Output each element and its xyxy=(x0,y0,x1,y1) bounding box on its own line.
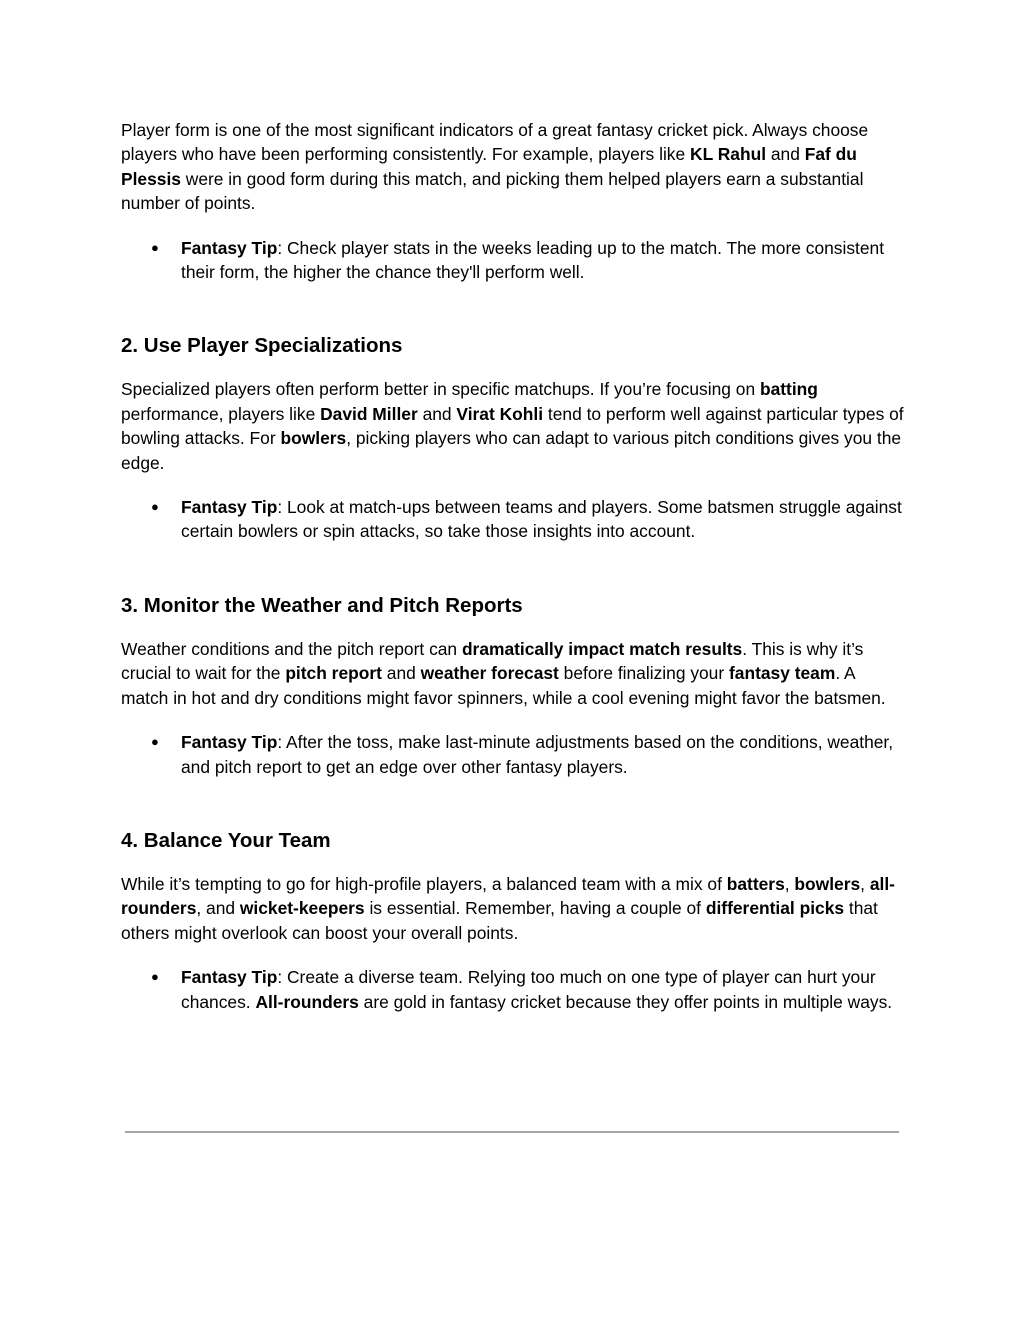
bold-text: batting xyxy=(759,379,818,400)
text-run: performance, players like xyxy=(121,403,321,424)
text-run: is essential. Remember, having a couple of xyxy=(364,898,706,919)
tip-text: : Create a diverse team. Relying too much on one type of player can hurt your chances. xyxy=(181,967,876,1012)
section-heading: 4. Balance Your Team xyxy=(121,828,331,852)
text-run: Weather conditions and the pitch report can xyxy=(121,638,462,659)
tip-text: : After the toss, make last-minute adjustments based on the conditions, weather, and pitch report to get an edge over other fantasy players. xyxy=(181,732,894,777)
text-run: and xyxy=(766,144,805,165)
section-heading: 2. Use Player Specializations xyxy=(121,334,403,358)
text-run: While it’s tempting to go for high-profile players, a balanced team with a mix of xyxy=(121,873,727,894)
bold-text: All-rounders xyxy=(255,991,359,1012)
text-run: Player form is one of the most significant indicators of a great fantasy cricket pick. Always choose players who have been performing consistently. For example, players like xyxy=(121,120,869,165)
section-paragraph xyxy=(121,637,906,710)
tip-list xyxy=(121,236,906,285)
bullet-icon: ● xyxy=(151,734,159,750)
tip-label: Fantasy Tip xyxy=(181,732,278,753)
player-name: Virat Kohli xyxy=(456,403,544,424)
document-page xyxy=(121,118,906,1014)
text-run: before finalizing your xyxy=(558,663,729,684)
tip-text: : Check player stats in the weeks leading up to the match. The more consistent their form, the higher the chance they'll perform well. xyxy=(181,237,885,283)
section-paragraph xyxy=(121,377,906,475)
section-paragraph xyxy=(121,872,906,945)
text-run: , and xyxy=(196,898,240,919)
bullet-icon: ● xyxy=(151,499,159,515)
bold-text: differential picks xyxy=(705,898,845,919)
bullet-icon: ● xyxy=(151,969,159,985)
tip-label: Fantasy Tip xyxy=(181,967,278,988)
tip-item xyxy=(121,495,906,544)
text-run: and xyxy=(417,403,457,424)
text-run: , picking players who can adapt to various pitch conditions gives you the edge. xyxy=(121,428,902,473)
section-weather-pitch xyxy=(121,591,906,779)
horizontal-divider xyxy=(125,1131,899,1133)
player-name: KL Rahul xyxy=(690,144,767,165)
bold-text: dramatically impact match results xyxy=(461,638,743,659)
tip-text: are gold in fantasy cricket because they offer points in multiple ways. xyxy=(358,991,893,1012)
text-run: tend to perform well against particular types of bowling attacks. For xyxy=(121,403,904,449)
text-run: Specialized players often perform better in specific matchups. If you’re focusing on xyxy=(121,379,760,400)
bold-text: pitch report xyxy=(285,663,382,684)
player-name: David Miller xyxy=(320,403,418,424)
intro-paragraph xyxy=(121,118,906,216)
section-specializations xyxy=(121,331,906,543)
text-run: and xyxy=(381,663,421,684)
tip-text: : Look at match-ups between teams and players. Some batsmen struggle against certain bowlers or spin attacks, so take those insights into account. xyxy=(181,497,902,542)
bold-text: all-rounders xyxy=(121,873,895,919)
text-run: that others might overlook can boost your overall points. xyxy=(121,898,878,943)
bullet-icon: ● xyxy=(151,239,159,255)
bold-text: batters xyxy=(726,873,785,894)
tip-list xyxy=(121,495,906,544)
text-run: were in good form during this match, and picking them helped players earn a substantial number of points. xyxy=(121,168,864,214)
tip-item xyxy=(121,730,906,779)
tip-item xyxy=(121,236,906,285)
bold-text: weather forecast xyxy=(420,663,559,684)
bold-text: fantasy team xyxy=(728,663,836,684)
text-run: , xyxy=(860,873,870,894)
section-heading: 3. Monitor the Weather and Pitch Reports xyxy=(121,593,523,617)
bold-text: wicket-keepers xyxy=(239,898,365,919)
text-run: , xyxy=(784,873,795,894)
tip-label: Fantasy Tip xyxy=(181,497,278,518)
bold-text: bowlers xyxy=(794,873,861,894)
tip-item xyxy=(121,965,906,1014)
bold-text: bowlers xyxy=(280,428,347,449)
tip-label: Fantasy Tip xyxy=(181,237,278,258)
tip-list xyxy=(121,965,906,1014)
player-name: Faf du Plessis xyxy=(121,144,857,189)
text-run: . This is why it’s crucial to wait for the xyxy=(121,638,864,684)
text-run: . A match in hot and dry conditions might favor spinners, while a cool evening might favor the batsmen. xyxy=(121,663,886,708)
section-balance-team xyxy=(121,826,906,1014)
tip-list xyxy=(121,730,906,779)
